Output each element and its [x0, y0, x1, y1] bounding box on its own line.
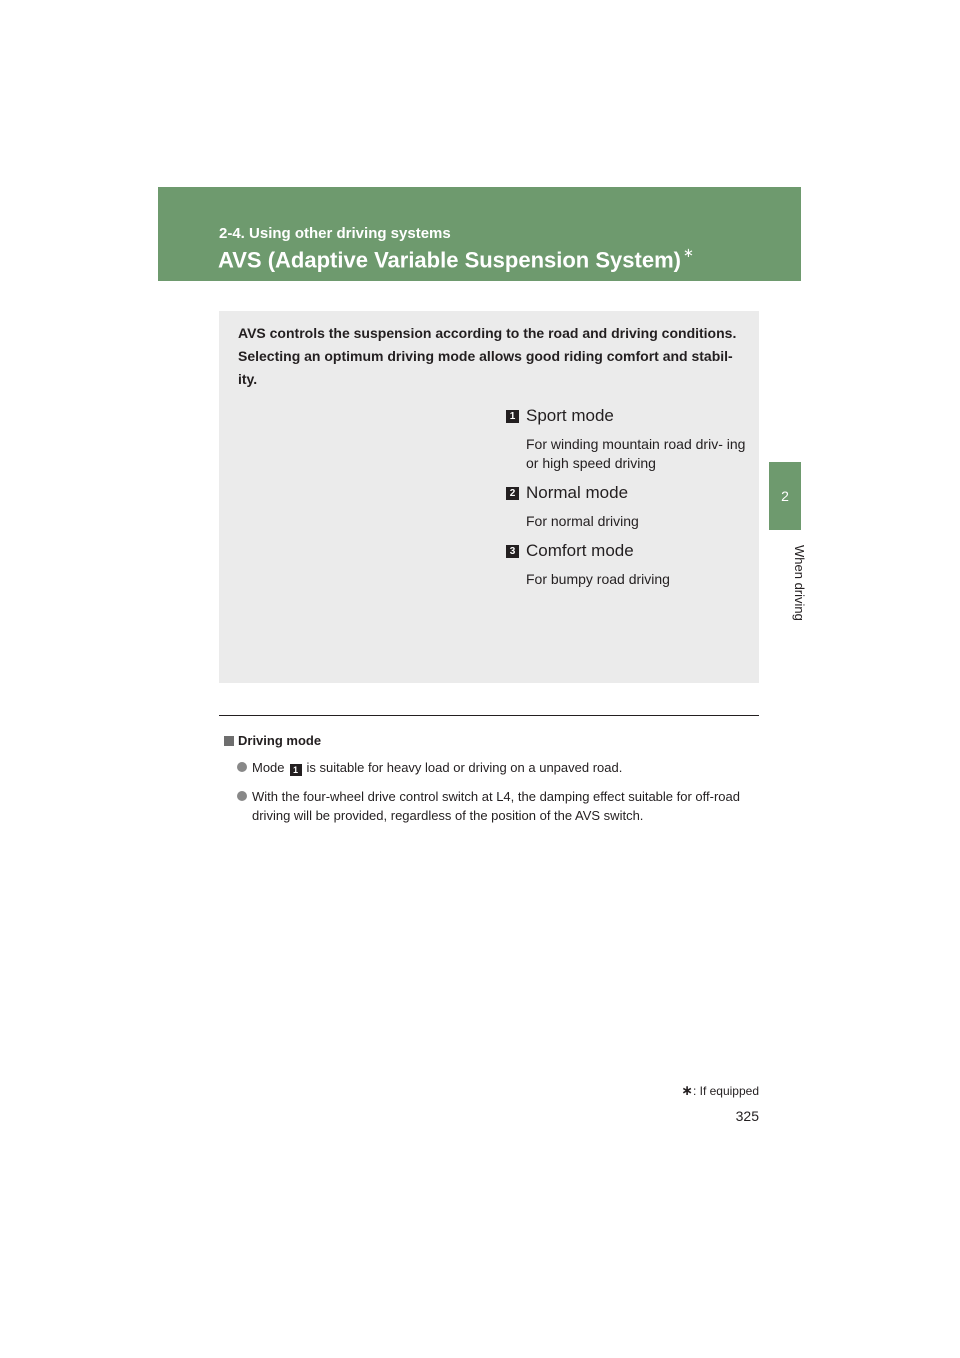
chapter-label: When driving [792, 545, 807, 621]
note-text-after: is suitable for heavy load or driving on a unpaved road. [306, 760, 623, 775]
mode-name: Comfort mode [526, 541, 634, 560]
number-badge-3: 3 [506, 545, 519, 558]
intro-box [219, 311, 759, 683]
mode-name: Normal mode [526, 483, 629, 502]
note-text [252, 758, 622, 777]
if-equipped-mark: ∗ [682, 245, 694, 260]
intro-text: AVS controls the suspension according to the road and driving conditions. Selecting an optimum driving mode allows good riding comfort and stabil- ity. [238, 325, 737, 387]
note-text: With the four-wheel drive control switch at L4, the damping effect suitable for off-road driving will be provided, regardless of the position of the AVS switch. [252, 789, 740, 823]
mode-comfort [506, 541, 746, 589]
chapter-tab [769, 462, 801, 530]
note-item [237, 758, 764, 777]
mode-sport [506, 406, 746, 473]
number-badge-1: 1 [506, 410, 519, 423]
notes-heading-text: Driving mode [238, 733, 322, 748]
number-badge-1: 1 [290, 764, 302, 776]
notes-section [224, 733, 764, 825]
square-bullet-icon [224, 736, 234, 746]
footnote-text: : If equipped [692, 1084, 759, 1098]
note-text-before: Mode [252, 760, 285, 775]
page-title-text: AVS (Adaptive Variable Suspension System) [218, 247, 681, 273]
note-item [237, 787, 764, 825]
mode-name: Sport mode [526, 406, 614, 425]
page-number: 325 [735, 1108, 759, 1124]
page-title [218, 247, 694, 273]
footnote [640, 1082, 759, 1099]
if-equipped-mark: ∗ [681, 1082, 693, 1098]
mode-normal [506, 483, 746, 531]
mode-description: For bumpy road driving [526, 571, 670, 587]
mode-description: For normal driving [526, 513, 639, 529]
mode-description: For winding mountain road driv- ing or high speed driving [526, 436, 746, 471]
section-divider [219, 715, 759, 716]
bullet-icon [237, 762, 247, 772]
bullet-icon [237, 791, 247, 801]
number-badge-2: 2 [506, 487, 519, 500]
page-header [158, 187, 801, 281]
section-label: 2-4. Using other driving systems [219, 225, 451, 242]
notes-heading [224, 733, 764, 748]
chapter-number: 2 [781, 488, 789, 504]
